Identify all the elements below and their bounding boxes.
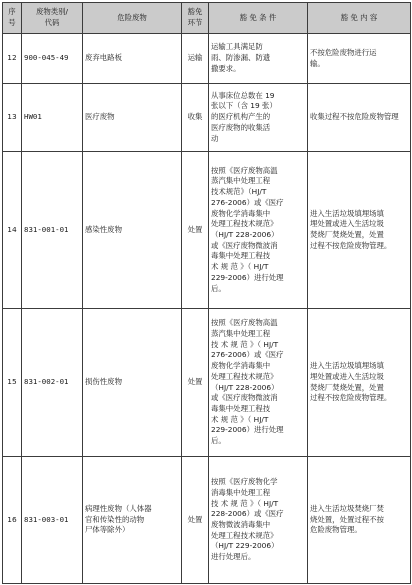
table-row [3,457,411,584]
row-stage: 处置 [182,457,209,584]
header-seq: 序 号 [3,3,22,34]
row-conditions: 按照《医疗废物化学 消毒集中处理工程 技 术 规 范 》（ HJ/T 228-2006）或《医疗 废物微波消毒集中 处理工程技术规范》 （HJ/T 229-2006） 进行处理后。 [209,457,308,584]
row-waste: 废弃电路板 [83,34,182,84]
header-stage: 豁免 环节 [182,3,209,34]
row-stage: 处置 [182,309,209,457]
row-content: 收集过程不按危险废物管理 [308,84,411,152]
row-conditions: 按照《医疗废物高温 蒸汽集中处理工程 技 术 规 范 》（ HJ/T 276-2006）或《医疗 废物化学消毒集中 处理工程技术规范》 （HJ/T 228-2006） 或《医疗废物微波消 毒集中处理工程技 术 规 范 》（ HJ/T 229-2006）进行处理 后。 [209,309,308,457]
header-waste: 危险废物 [83,3,182,34]
table-row [3,309,411,457]
table-row [3,152,411,309]
row-code: 900-045-49 [22,34,83,84]
row-code: 831-003-01 [22,457,83,584]
header-conditions: 豁 免 条 件 [209,3,308,34]
row-code: HW01 [22,84,83,152]
row-stage: 处置 [182,152,209,309]
row-conditions: 从事床位总数在 19 张以下（含 19 张） 的医疗机构产生的 医疗废物的收集活 动 [209,84,308,152]
row-seq: 15 [3,309,22,457]
row-code: 831-001-01 [22,152,83,309]
table-row [3,84,411,152]
row-waste: 感染性废物 [83,152,182,309]
row-code: 831-002-01 [22,309,83,457]
row-seq: 13 [3,84,22,152]
exemption-table [2,2,411,584]
row-seq: 14 [3,152,22,309]
row-seq: 12 [3,34,22,84]
row-stage: 运输 [182,34,209,84]
row-content: 进入生活垃圾填埋场填 埋处置或进入生活垃圾 焚烧厂焚烧处置，处置 过程不按危险废物管理。 [308,309,411,457]
row-waste: 病理性废物（人体器 官和传染性的动物 尸体等除外） [83,457,182,584]
row-waste: 医疗废物 [83,84,182,152]
row-stage: 收集 [182,84,209,152]
header-content: 豁 免 内 容 [308,3,411,34]
row-seq: 16 [3,457,22,584]
row-conditions: 按照《医疗废物高温 蒸汽集中处理工程 技术规范》（HJ/T 276-2006）或《医疗 废物化学消毒集中 处理工程技术规范》 （HJ/T 228-2006） 或《医疗废物微波消 毒集中处理工程技 术 规 范 》（ HJ/T 229-2006）进行处理 后。 [209,152,308,309]
row-conditions: 运输工具满足防 雨、防渗漏、防遗 撒要求。 [209,34,308,84]
row-content: 不按危险废物进行运 输。 [308,34,411,84]
header-row [3,3,411,34]
header-category: 废物类别/ 代码 [22,3,83,34]
row-content: 进入生活垃圾焚烧厂焚 烧处置，处置过程不按 危险废物管理。 [308,457,411,584]
row-content: 进入生活垃圾填埋场填 埋处置或进入生活垃圾 焚烧厂焚烧处置，处置 过程不按危险废物管理。 [308,152,411,309]
row-waste: 损伤性废物 [83,309,182,457]
table-row [3,34,411,84]
